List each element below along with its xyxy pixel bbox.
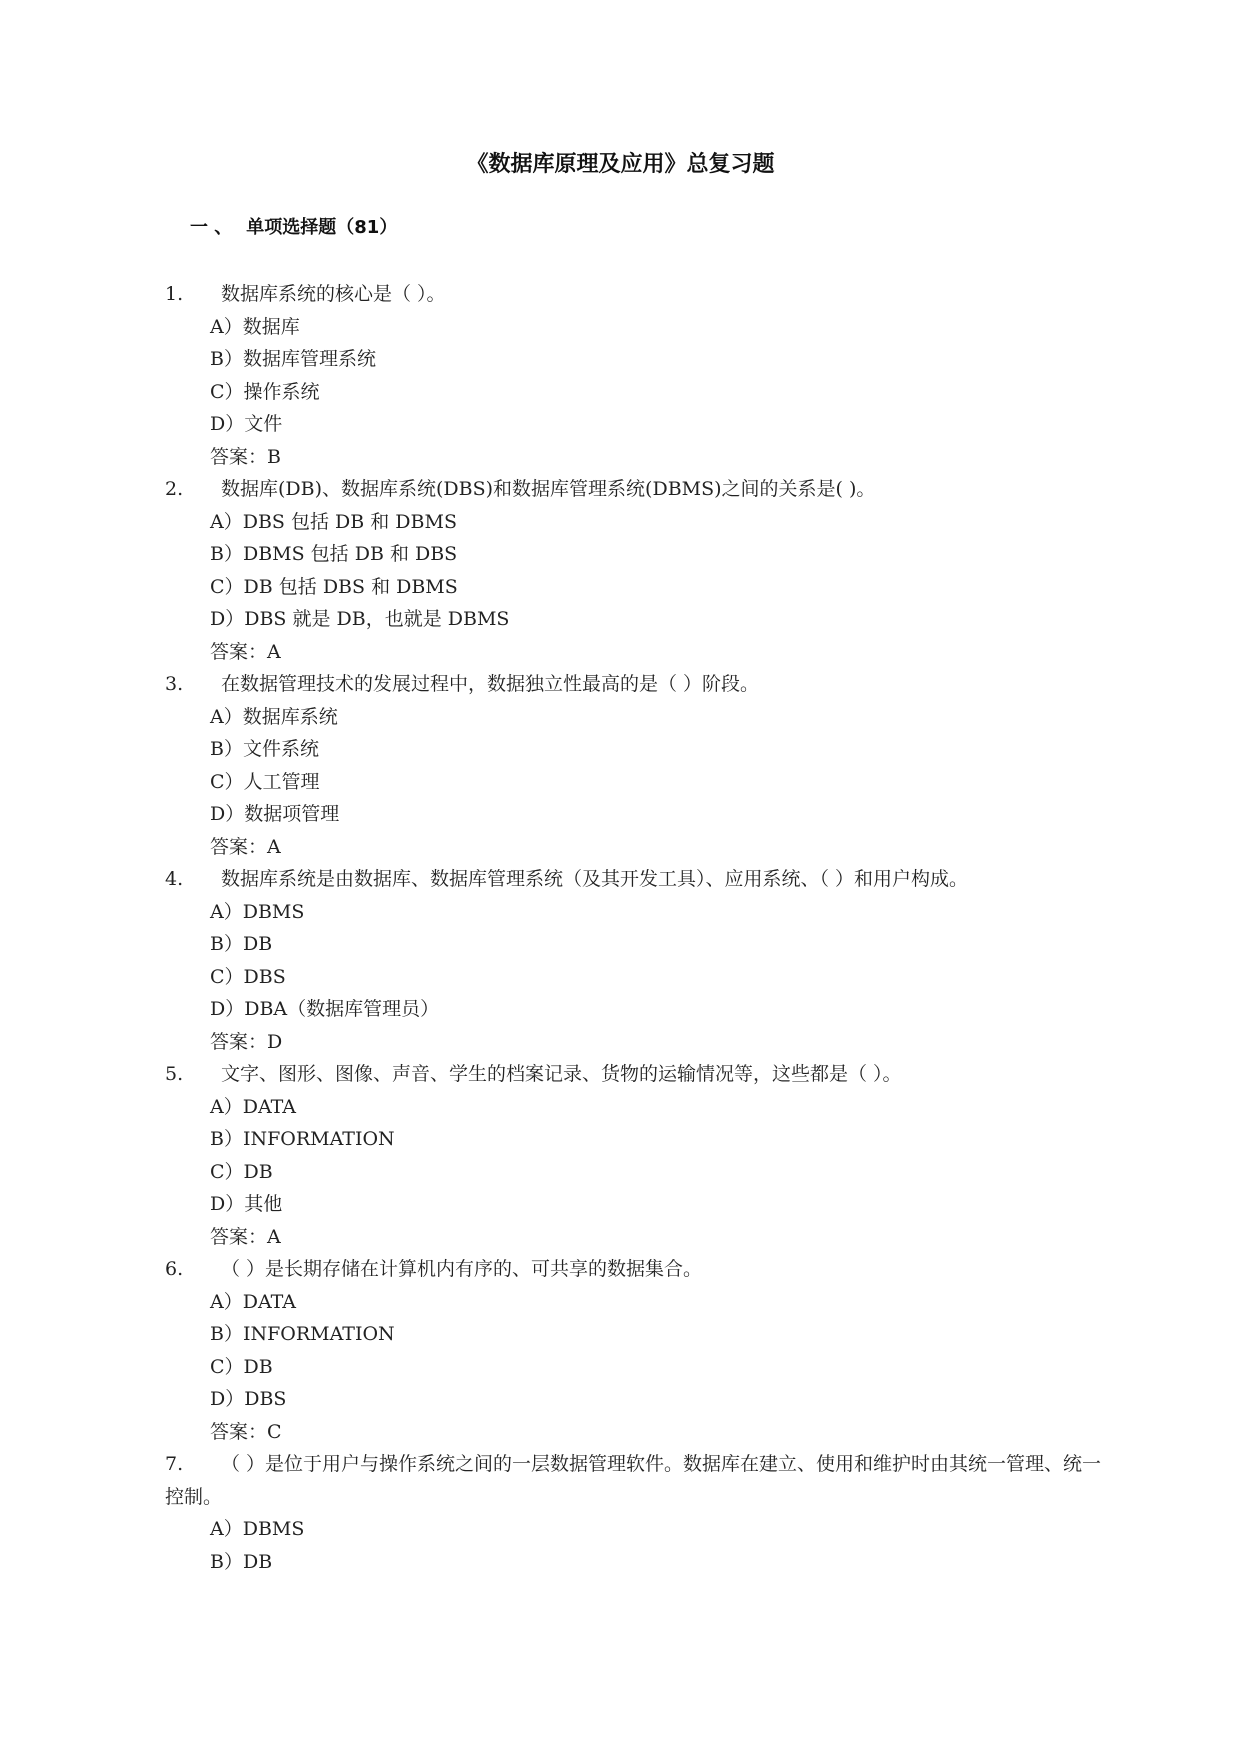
option-letter: D）: [210, 608, 245, 630]
question-text: 数据库系统是由数据库、数据库管理系统（及其开发工具）、应用系统、（ ）和用户构成。: [221, 868, 969, 890]
question-2: [165, 473, 1115, 668]
answer-label: 答案：: [210, 640, 268, 663]
option-text: 其他: [244, 1193, 283, 1215]
question-number: 3.: [165, 673, 184, 695]
option-letter: B）: [210, 1128, 243, 1150]
option-letter: C）: [210, 965, 244, 988]
option-text: 数据库: [242, 315, 300, 338]
option-d: [165, 993, 1115, 1026]
option-b: [165, 1123, 1115, 1156]
answer-line: [165, 636, 1115, 669]
answer-line: [165, 831, 1115, 864]
question-number: 7.: [165, 1453, 184, 1475]
option-text: DB: [243, 1355, 273, 1378]
question-number: 1.: [165, 283, 184, 305]
option-text: 人工管理: [243, 770, 320, 793]
answer-label: 答案：: [210, 835, 268, 858]
option-letter: D）: [210, 1388, 245, 1410]
question-text: 在数据管理技术的发展过程中，数据独立性最高的是（ ）阶段。: [221, 673, 760, 695]
option-b: [165, 928, 1115, 961]
option-b: [165, 343, 1115, 376]
option-c: [165, 766, 1115, 799]
option-b: [165, 733, 1115, 766]
option-text: DBA（数据库管理员）: [244, 998, 440, 1020]
option-letter: B）: [210, 1323, 243, 1345]
option-letter: C）: [210, 380, 244, 403]
option-c: [165, 961, 1115, 994]
answer-line: [165, 1416, 1115, 1449]
option-letter: A）: [210, 510, 243, 533]
option-a: [165, 896, 1115, 929]
answer-label: 答案：: [210, 445, 268, 468]
answer-line: [165, 1221, 1115, 1254]
option-text: 操作系统: [243, 380, 320, 403]
option-c: [165, 1156, 1115, 1189]
option-c: [165, 571, 1115, 604]
option-letter: A）: [210, 900, 243, 923]
option-text: 数据库管理系统: [242, 348, 376, 370]
option-letter: A）: [210, 1095, 243, 1118]
option-text: DB: [242, 933, 273, 955]
option-text: DBMS: [242, 1518, 305, 1540]
option-letter: C）: [210, 1160, 244, 1183]
answer-label: 答案：: [210, 1030, 268, 1053]
option-letter: A）: [210, 315, 243, 338]
option-letter: D）: [210, 803, 245, 825]
option-letter: B）: [210, 348, 243, 370]
section-title: 单项选择题（81）: [246, 217, 398, 238]
question-stem: [165, 473, 1115, 506]
question-text: 数据库(DB)、数据库系统(DBS)和数据库管理系统(DBMS)之间的关系是( )。: [221, 478, 876, 500]
option-text: INFORMATION: [242, 1128, 395, 1150]
option-text: 数据项管理: [244, 803, 340, 825]
option-letter: C）: [210, 1355, 244, 1378]
option-letter: B）: [210, 1550, 243, 1573]
option-letter: B）: [210, 933, 243, 955]
question-text: （ ）是长期存储在计算机内有序的、可共享的数据集合。: [221, 1258, 703, 1280]
answer-value: B: [267, 445, 281, 468]
option-b: [165, 1546, 1115, 1579]
option-letter: D）: [210, 413, 245, 435]
option-letter: B）: [210, 738, 243, 760]
option-a: [165, 701, 1115, 734]
option-letter: D）: [210, 1193, 245, 1215]
question-text: 文字、图形、图像、声音、学生的档案记录、货物的运输情况等，这些都是（ ）。: [221, 1063, 902, 1085]
option-letter: C）: [210, 575, 244, 598]
question-stem: [165, 863, 1115, 896]
question-number: 2.: [165, 478, 184, 500]
option-text: 文件系统: [242, 738, 319, 760]
question-stem: [165, 1058, 1115, 1091]
option-text: DBS 就是 DB，也就是 DBMS: [244, 608, 510, 630]
option-d: [165, 603, 1115, 636]
question-text: 数据库系统的核心是（ ）。: [221, 283, 446, 305]
option-a: [165, 1091, 1115, 1124]
question-number: 5.: [165, 1063, 184, 1085]
question-1: [165, 278, 1115, 473]
question-list: [165, 278, 1115, 1578]
question-7: [165, 1448, 1115, 1578]
option-text: DBS 包括 DB 和 DBMS: [242, 510, 457, 533]
question-number: 6.: [165, 1258, 184, 1280]
question-6: [165, 1253, 1115, 1448]
option-c: [165, 1351, 1115, 1384]
answer-value: A: [267, 835, 281, 858]
answer-value: A: [267, 640, 281, 663]
option-text: DATA: [242, 1095, 297, 1118]
option-a: [165, 506, 1115, 539]
option-b: [165, 1318, 1115, 1351]
answer-label: 答案：: [210, 1420, 268, 1443]
answer-value: C: [267, 1420, 282, 1443]
answer-line: [165, 441, 1115, 474]
question-stem: [165, 1448, 1115, 1513]
answer-line: [165, 1026, 1115, 1059]
question-stem: [165, 1253, 1115, 1286]
option-text: DB 包括 DBS 和 DBMS: [243, 575, 458, 598]
page-title: 《数据库原理及应用》总复习题: [466, 152, 775, 177]
question-number: 4.: [165, 868, 184, 890]
question-4: [165, 863, 1115, 1058]
option-d: [165, 798, 1115, 831]
option-b: [165, 538, 1115, 571]
section-number: 一 、: [190, 217, 233, 238]
option-d: [165, 408, 1115, 441]
option-c: [165, 376, 1115, 409]
option-text: INFORMATION: [242, 1323, 395, 1345]
section-heading: [190, 215, 397, 241]
option-letter: A）: [210, 1518, 243, 1540]
option-letter: C）: [210, 770, 244, 793]
option-text: DBMS 包括 DB 和 DBS: [242, 543, 458, 565]
option-text: DBS: [243, 965, 286, 988]
answer-value: A: [267, 1225, 281, 1248]
question-3: [165, 668, 1115, 863]
option-text: DBS: [244, 1388, 287, 1410]
answer-label: 答案：: [210, 1225, 268, 1248]
option-a: [165, 311, 1115, 344]
option-text: DATA: [242, 1290, 297, 1313]
question-stem: [165, 278, 1115, 311]
option-text: DBMS: [242, 900, 305, 923]
option-a: [165, 1513, 1115, 1546]
question-5: [165, 1058, 1115, 1253]
option-d: [165, 1383, 1115, 1416]
option-a: [165, 1286, 1115, 1319]
option-letter: B）: [210, 543, 243, 565]
answer-value: D: [267, 1030, 283, 1053]
option-letter: A）: [210, 1290, 243, 1313]
option-letter: D）: [210, 998, 245, 1020]
option-text: DB: [243, 1160, 273, 1183]
question-text: （ ）是位于用户与操作系统之间的一层数据管理软件。数据库在建立、使用和维护时由其统一管理、统一控制。: [165, 1453, 1102, 1508]
option-letter: A）: [210, 705, 243, 728]
question-stem: [165, 668, 1115, 701]
option-d: [165, 1188, 1115, 1221]
option-text: DB: [242, 1550, 273, 1573]
option-text: 数据库系统: [242, 705, 338, 728]
option-text: 文件: [244, 413, 283, 435]
